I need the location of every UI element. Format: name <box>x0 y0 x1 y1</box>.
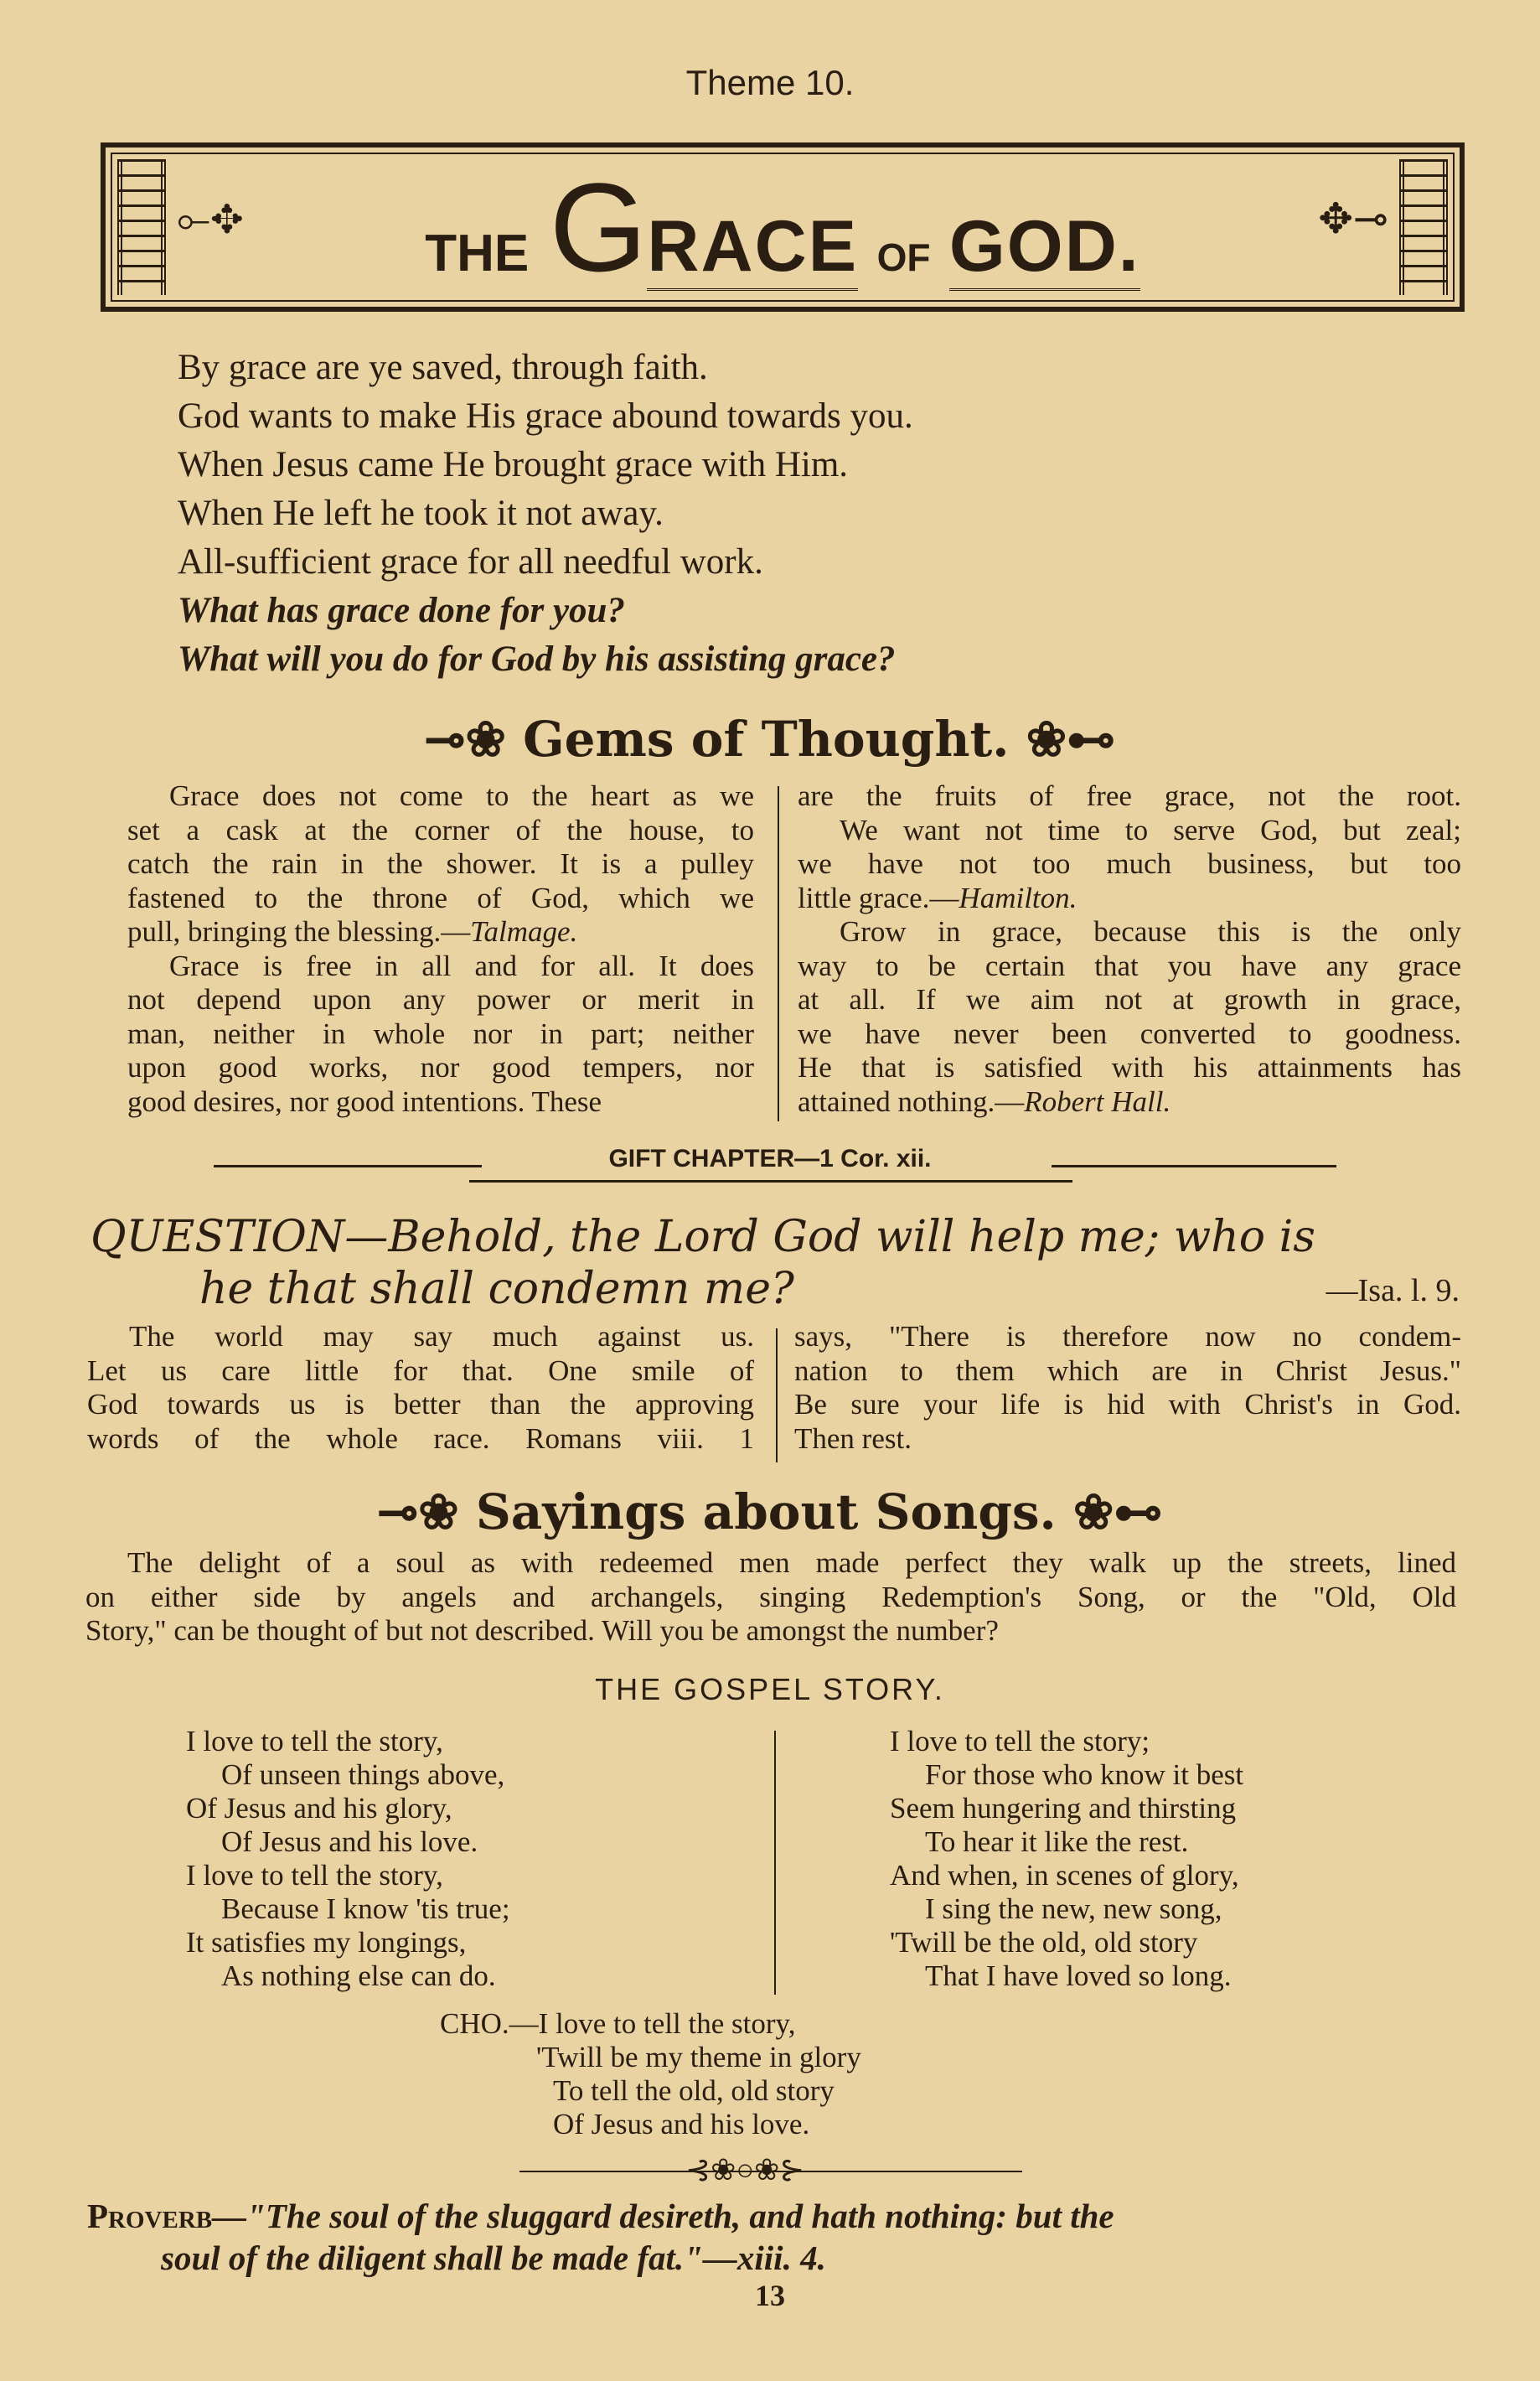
attribution: Robert Hall. <box>1024 1084 1171 1118</box>
chorus-line: 'Twill be my theme in glory <box>536 2041 861 2073</box>
column-divider <box>776 1328 778 1462</box>
proverb-line-2: soul of the diligent shall be made fat."—xiii. 4. <box>161 2239 826 2277</box>
question-line: Then rest. <box>794 1421 912 1455</box>
question-reference: —Isa. l. 9. <box>1326 1273 1460 1308</box>
gems-right-column <box>798 779 1461 1119</box>
gems-line: Grace is free in all and for all. It does <box>169 949 754 982</box>
gems-line: catch the rain in the shower. It is a pulley <box>127 847 754 880</box>
title-initial: G <box>549 157 648 298</box>
gems-line: are the fruits of free grace, not the root. <box>798 779 1461 812</box>
song-title: THE GOSPEL STORY. <box>595 1672 945 1706</box>
gems-line: we have never been converted to goodness. <box>798 1017 1461 1050</box>
intro-line: When Jesus came He brought grace with Him. <box>178 445 849 484</box>
gems-line <box>127 915 754 950</box>
gems-line: good desires, nor good intentions. These <box>127 1084 602 1118</box>
intro-line: All-sufficient grace for all needful work. <box>178 542 763 582</box>
gift-chapter-label: GIFT CHAPTER—1 Cor. xii. <box>608 1145 932 1172</box>
question-line: Let us care little for that. One smile of <box>87 1354 754 1387</box>
gems-line: man, neither in whole nor in part; neither <box>127 1017 754 1050</box>
gems-heading: ⊸❀ Gems of Thought. ❀⊷ <box>424 711 1116 768</box>
page-number: 13 <box>755 2279 785 2312</box>
song-verse-2 <box>890 1725 1243 1993</box>
intro-line: God wants to make His grace abound towards you. <box>178 396 913 436</box>
flourish-ornament-icon: ⊰❀○❀⊱ <box>685 2153 805 2187</box>
gems-line: He that is satisfied with his attainments has <box>798 1051 1461 1084</box>
intro-question: What will you do for God by his assisting grace? <box>178 639 896 679</box>
question-line: words of the whole race. Romans viii. 1 <box>87 1421 754 1455</box>
page-title <box>106 157 1460 298</box>
title-of: OF <box>876 236 931 279</box>
gems-line: upon good works, nor good tempers, nor <box>127 1051 754 1084</box>
sayings-line: The delight of a soul as with redeemed men made perfect they walk up the streets, lined <box>127 1546 1456 1579</box>
question-line: God towards us is better than the approving <box>87 1388 754 1421</box>
song-chorus <box>440 2007 861 2141</box>
intro-text <box>178 344 913 684</box>
question-line-1: QUESTION—Behold, the Lord God will help me; who is <box>90 1212 1315 1262</box>
song-verse-1 <box>186 1725 510 1993</box>
song-line: I sing the new, new song, <box>925 1892 1222 1925</box>
gems-line <box>798 882 1461 916</box>
song-line: It satisfies my longings, <box>186 1926 467 1959</box>
cross-ornament-icon: ✥⊸ <box>1318 195 1388 242</box>
cross-ornament-icon: ⟜✥ <box>177 195 244 242</box>
song-line: For those who know it best <box>925 1758 1244 1791</box>
song-line: Of Jesus and his love. <box>221 1825 478 1858</box>
question-line: The world may say much against us. <box>129 1320 754 1353</box>
title-the: THE <box>425 225 530 282</box>
song-line: And when, in scenes of glory, <box>890 1859 1239 1892</box>
chorus-line: To tell the old, old story <box>553 2074 835 2107</box>
chorus-line: CHO.—I love to tell the story, <box>440 2007 796 2040</box>
question-line: says, "There is therefore now no condem- <box>794 1320 1461 1353</box>
question-line: nation to them which are in Christ Jesus." <box>794 1354 1461 1387</box>
gems-left-column <box>127 779 754 1119</box>
title-grace: RACE <box>647 205 858 291</box>
title-god: GOD. <box>949 205 1140 291</box>
gems-line: way to be certain that you have any grace <box>798 949 1461 982</box>
song-line: As nothing else can do. <box>221 1959 496 1992</box>
song-line: To hear it like the rest. <box>925 1825 1189 1858</box>
gems-line: We want not time to serve God, but zeal; <box>840 813 1461 846</box>
proverb-text: —"The soul of the sluggard desireth, and hath nothing: but the <box>212 2197 1114 2235</box>
song-line: I love to tell the story; <box>890 1725 1150 1757</box>
gems-line: Grace does not come to the heart as we <box>169 779 754 812</box>
song-line: Of unseen things above, <box>221 1758 505 1791</box>
gems-line <box>798 1085 1461 1120</box>
line-text: pull, bringing the blessing.— <box>127 915 471 948</box>
question-line: Be sure your life is hid with Christ's in God. <box>794 1388 1461 1421</box>
line-text: attained nothing.— <box>798 1084 1025 1118</box>
sayings-heading: ⊸❀ Sayings about Songs. ❀⊷ <box>377 1483 1163 1540</box>
gems-line: not depend upon any power or merit in <box>127 983 754 1016</box>
gems-line: we have not too much business, but too <box>798 847 1461 880</box>
question-right-column <box>794 1320 1461 1456</box>
divider-underline <box>469 1180 1072 1183</box>
song-line: 'Twill be the old, old story <box>890 1926 1198 1959</box>
proverb-label: Proverb <box>87 2197 213 2235</box>
sayings-line: Story," can be thought of but not described. Will you be amongst the number? <box>85 1614 999 1647</box>
column-divider <box>774 1731 776 1995</box>
theme-label: Theme 10. <box>685 63 855 102</box>
song-line: That I have loved so long. <box>925 1959 1232 1992</box>
gems-line: set a cask at the corner of the house, to <box>127 813 754 846</box>
sayings-line: on either side by angels and archangels, singing Redemption's Song, or the "Old, Old <box>85 1580 1456 1613</box>
question-line-2: he that shall condemn me? <box>199 1264 794 1314</box>
song-line: Seem hungering and thirsting <box>890 1792 1237 1825</box>
attribution: Talmage. <box>470 915 578 948</box>
gems-line: Grow in grace, because this is the only <box>840 915 1461 948</box>
chorus-line: Of Jesus and his love. <box>553 2108 810 2140</box>
proverb-line-1 <box>87 2196 1114 2236</box>
column-divider <box>778 786 779 1121</box>
sayings-paragraph <box>85 1546 1456 1649</box>
gems-line: fastened to the throne of God, which we <box>127 881 754 914</box>
song-line: I love to tell the story, <box>186 1859 443 1892</box>
line-text: little grace.— <box>798 881 959 914</box>
intro-line: When He left he took it not away. <box>178 494 664 533</box>
song-line: I love to tell the story, <box>186 1725 443 1757</box>
intro-line: By grace are ye saved, through faith. <box>178 348 708 387</box>
intro-question: What has grace done for you? <box>178 591 625 630</box>
gems-line: at all. If we aim not at growth in grace, <box>798 983 1461 1016</box>
song-line: Of Jesus and his glory, <box>186 1792 452 1825</box>
song-line: Because I know 'tis true; <box>221 1892 510 1925</box>
title-banner <box>101 142 1465 312</box>
question-left-column <box>87 1320 754 1456</box>
attribution: Hamilton. <box>959 881 1077 914</box>
